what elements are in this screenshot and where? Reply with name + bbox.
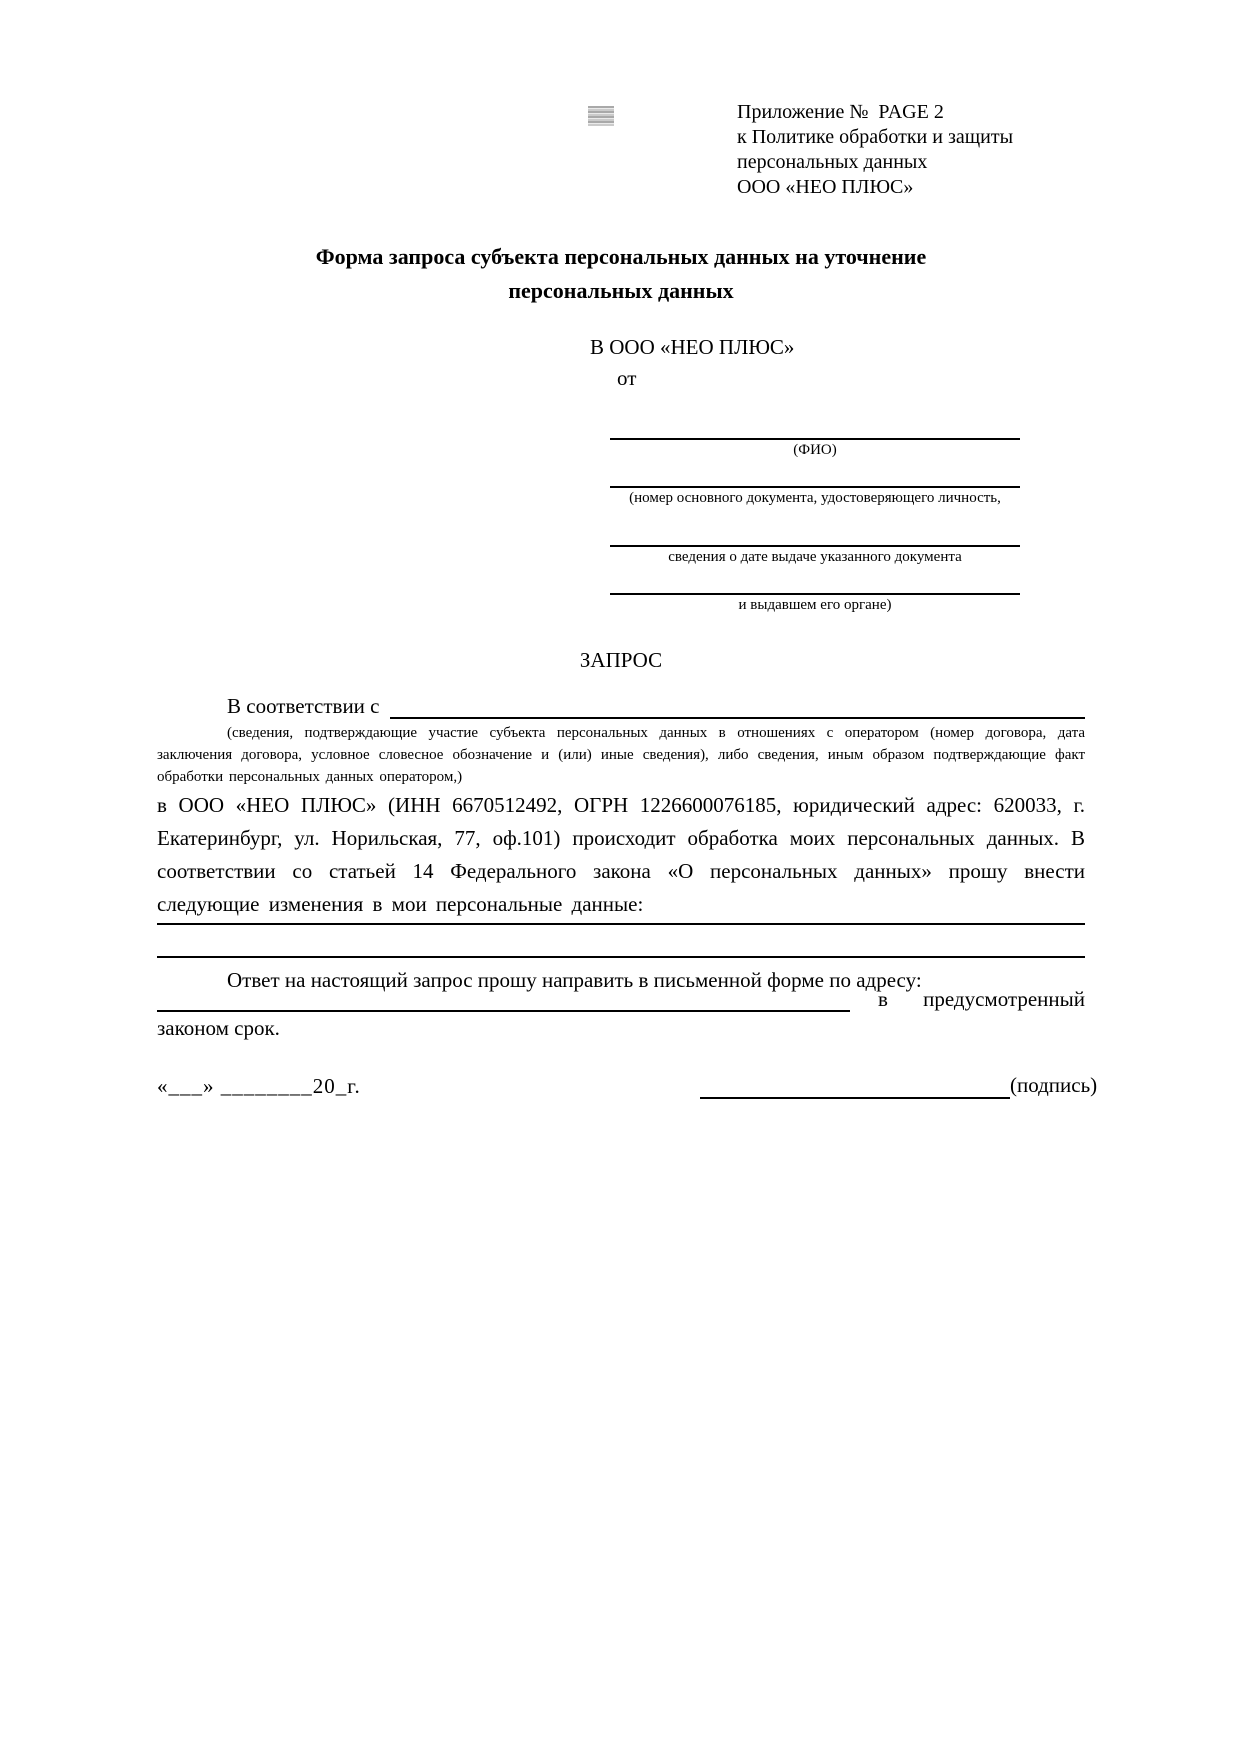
addressee-to: В ООО «НЕО ПЛЮС» <box>590 335 795 359</box>
request-heading: ЗАПРОС <box>579 648 663 672</box>
reply-intro: Ответ на настоящий запрос прошу направить в письменной форме по адресу: <box>227 968 922 992</box>
fio-caption: (ФИО) <box>793 442 837 458</box>
issue-date-field <box>610 521 1020 567</box>
fio-blank[interactable] <box>610 412 1020 440</box>
issuing-authority-field <box>610 569 1020 615</box>
signature-blank[interactable] <box>700 1070 1010 1099</box>
doc-number-blank[interactable] <box>610 462 1020 488</box>
reply-address-line <box>157 982 1085 1012</box>
appendix-policy-line2: персональных данных <box>737 151 928 173</box>
form-title <box>0 240 1242 308</box>
addressee-from-label: от <box>617 366 637 390</box>
doc-number-caption: (номер основного документа, удостоверяющего личность, <box>629 490 1001 506</box>
reply-suffix: в предусмотренный <box>877 987 1085 1011</box>
doc-number-field <box>610 462 1020 508</box>
fine-print-note: (сведения, подтверждающие участие субъекта персональных данных в отношениях с оператором (номер договора, дата заключения договора, условное словесное обозначение и (или) иные сведения), либо сведения, иным образом подтверждающие факт обработки персональных данных оператором,) <box>157 725 1085 785</box>
form-title-line2: персональных данных <box>508 278 734 303</box>
basis-blank[interactable] <box>390 690 1086 719</box>
issue-date-caption: сведения о дате выдаче указанного документа <box>668 549 962 565</box>
appendix-number-line: Приложение № PAGE 2 <box>737 101 944 123</box>
appendix-header <box>737 100 1057 200</box>
reply-end: законом срок. <box>157 1016 280 1040</box>
intro-line <box>157 690 1085 719</box>
address-blank[interactable] <box>157 982 850 1012</box>
request-body: в ООО «НЕО ПЛЮС» (ИНН 6670512492, ОГРН 1226600076185, юридический адрес: 620033, г. Екатеринбург, ул. Норильская, 77, оф.101) происходит обработка моих персональных данных. В соответствии со статьей 14 Федерального закона «О персональных данных» прошу внести следующие изменения в мои персональные данные: <box>157 793 1085 916</box>
form-title-line1: Форма запроса субъекта персональных данных на уточнение <box>315 244 927 269</box>
signature-row <box>700 1070 1097 1099</box>
issuing-authority-blank[interactable] <box>610 569 1020 595</box>
changes-blank-1[interactable] <box>157 923 1085 925</box>
signature-caption: (подпись) <box>1010 1073 1098 1097</box>
issuing-authority-caption: и выдавшем его органе) <box>738 597 892 613</box>
appendix-company-line: ООО «НЕО ПЛЮС» <box>737 176 914 198</box>
fio-field <box>610 412 1020 460</box>
intro-prefix: В соответствии с <box>227 694 380 718</box>
appendix-policy-line1: к Политике обработки и защиты <box>737 126 1014 148</box>
date-blank-line[interactable]: «___» ________20_г. <box>157 1074 361 1098</box>
changes-blank-2[interactable] <box>157 956 1085 958</box>
embedded-object-icon <box>588 106 614 126</box>
issue-date-blank[interactable] <box>610 521 1020 547</box>
